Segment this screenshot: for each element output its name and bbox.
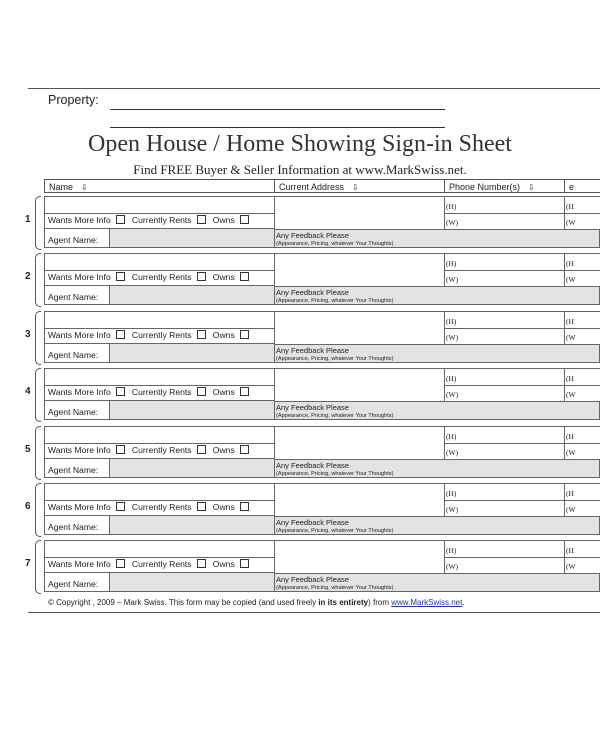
entry-number: 4 xyxy=(25,386,31,397)
header-email xyxy=(564,179,600,193)
feedback-label: Any Feedback Please xyxy=(276,231,349,240)
owns-checkbox[interactable] xyxy=(240,272,249,281)
home-phone-field[interactable] xyxy=(444,368,565,386)
header-name xyxy=(44,179,274,193)
currently-rents-checkbox[interactable] xyxy=(197,330,206,339)
address-field[interactable] xyxy=(274,253,445,287)
work-phone-label: (W) xyxy=(446,562,459,571)
currently-rents-label: Currently Rents xyxy=(131,559,192,569)
work-phone-field[interactable] xyxy=(444,443,565,460)
home-phone-label: (H) xyxy=(446,374,457,383)
home-phone-field[interactable] xyxy=(444,540,565,558)
email-work-field[interactable] xyxy=(564,213,600,230)
sort-arrow-icon: ⇩ xyxy=(352,183,359,192)
email-work-field[interactable] xyxy=(564,500,600,517)
header-address-label: Current Address xyxy=(279,182,345,192)
email-home-label: (H xyxy=(566,489,574,498)
feedback-label: Any Feedback Please xyxy=(276,346,349,355)
feedback-field[interactable] xyxy=(274,401,600,420)
email-work-label: (W xyxy=(566,275,576,284)
entry-number: 3 xyxy=(25,329,31,340)
signin-entry xyxy=(44,253,600,307)
agent-name-label: Agent Name: xyxy=(48,465,99,475)
feedback-hint: (Appearance, Pricing, whatever Your Thoughts) xyxy=(276,471,394,477)
work-phone-field[interactable] xyxy=(444,270,565,287)
page-title: Open House / Home Showing Sign-in Sheet xyxy=(88,131,512,157)
email-home-field[interactable] xyxy=(564,540,600,558)
email-home-label: (H xyxy=(566,259,574,268)
agent-name-field[interactable] xyxy=(109,515,275,535)
status-options xyxy=(44,270,275,286)
owns-checkbox[interactable] xyxy=(240,387,249,396)
feedback-hint: (Appearance, Pricing, whatever Your Thoughts) xyxy=(276,585,394,591)
email-home-field[interactable] xyxy=(564,368,600,386)
owns-label: Owns xyxy=(212,502,235,512)
currently-rents-label: Currently Rents xyxy=(131,215,192,225)
agent-name-label-cell xyxy=(44,285,110,305)
entry-number: 6 xyxy=(25,501,31,512)
agent-name-label-cell xyxy=(44,400,110,420)
feedback-field[interactable] xyxy=(274,573,600,592)
sort-arrow-icon: ⇩ xyxy=(81,183,88,192)
wants-more-info-checkbox[interactable] xyxy=(116,272,125,281)
email-work-label: (W xyxy=(566,562,576,571)
email-home-field[interactable] xyxy=(564,253,600,271)
agent-name-label-cell xyxy=(44,458,110,478)
home-phone-label: (H) xyxy=(446,546,457,555)
signin-entry xyxy=(44,483,600,537)
owns-checkbox[interactable] xyxy=(240,559,249,568)
home-phone-label: (H) xyxy=(446,432,457,441)
wants-more-info-checkbox[interactable] xyxy=(116,387,125,396)
address-field[interactable] xyxy=(274,483,445,517)
home-phone-label: (H) xyxy=(446,317,457,326)
agent-name-field[interactable] xyxy=(109,228,275,248)
home-phone-field[interactable] xyxy=(444,483,565,501)
copyright-link[interactable]: www.MarkSwiss.net xyxy=(391,598,463,607)
owns-label: Owns xyxy=(212,559,235,569)
email-work-field[interactable] xyxy=(564,328,600,345)
wants-more-info-checkbox[interactable] xyxy=(116,445,125,454)
wants-more-info-label: Wants More Info xyxy=(48,387,111,397)
entry-bracket xyxy=(35,196,41,250)
owns-label: Owns xyxy=(212,445,235,455)
feedback-label: Any Feedback Please xyxy=(276,575,349,584)
feedback-field[interactable] xyxy=(274,229,600,248)
work-phone-label: (W) xyxy=(446,218,459,227)
address-field[interactable] xyxy=(274,426,445,460)
email-home-field[interactable] xyxy=(564,426,600,444)
email-home-field[interactable] xyxy=(564,196,600,214)
name-field[interactable] xyxy=(44,483,275,501)
email-work-label: (W xyxy=(566,448,576,457)
feedback-hint: (Appearance, Pricing, whatever Your Thoughts) xyxy=(276,241,394,247)
email-home-label: (H xyxy=(566,546,574,555)
wants-more-info-label: Wants More Info xyxy=(48,502,111,512)
header-name-label: Name xyxy=(49,182,74,192)
agent-name-field[interactable] xyxy=(109,458,275,478)
signin-entry xyxy=(44,426,600,480)
header-address xyxy=(274,179,444,193)
sort-arrow-icon: ⇩ xyxy=(528,183,535,192)
wants-more-info-checkbox[interactable] xyxy=(116,215,125,224)
signin-entry xyxy=(44,540,600,594)
feedback-hint: (Appearance, Pricing, whatever Your Thoughts) xyxy=(276,413,394,419)
email-work-label: (W xyxy=(566,218,576,227)
home-phone-field[interactable] xyxy=(444,426,565,444)
work-phone-field[interactable] xyxy=(444,328,565,345)
email-home-label: (H xyxy=(566,374,574,383)
work-phone-field[interactable] xyxy=(444,385,565,402)
home-phone-label: (H) xyxy=(446,489,457,498)
wants-more-info-label: Wants More Info xyxy=(48,330,111,340)
work-phone-label: (W) xyxy=(446,505,459,514)
property-line-2[interactable] xyxy=(110,127,445,128)
work-phone-field[interactable] xyxy=(444,213,565,230)
copyright-text: © Copyright , 2009 – Mark Swiss. This form may be copied (and used freely xyxy=(48,598,319,607)
owns-label: Owns xyxy=(212,330,235,340)
email-work-label: (W xyxy=(566,333,576,342)
email-work-field[interactable] xyxy=(564,557,600,574)
agent-name-field[interactable] xyxy=(109,285,275,305)
feedback-field[interactable] xyxy=(274,516,600,535)
agent-name-label-cell xyxy=(44,343,110,363)
agent-name-label: Agent Name: xyxy=(48,579,99,589)
home-phone-field[interactable] xyxy=(444,253,565,271)
entry-bracket xyxy=(35,311,41,365)
feedback-field[interactable] xyxy=(274,286,600,305)
currently-rents-label: Currently Rents xyxy=(131,272,192,282)
header-phone xyxy=(444,179,564,193)
agent-name-label: Agent Name: xyxy=(48,522,99,532)
property-label: Property: xyxy=(48,93,99,107)
work-phone-field[interactable] xyxy=(444,557,565,574)
entry-number: 7 xyxy=(25,558,31,569)
feedback-label: Any Feedback Please xyxy=(276,461,349,470)
agent-name-field[interactable] xyxy=(109,572,275,592)
work-phone-label: (W) xyxy=(446,390,459,399)
email-home-label: (H xyxy=(566,317,574,326)
currently-rents-checkbox[interactable] xyxy=(197,559,206,568)
header-phone-label: Phone Number(s) xyxy=(449,182,521,192)
entry-number: 2 xyxy=(25,271,31,282)
name-field[interactable] xyxy=(44,368,275,386)
currently-rents-label: Currently Rents xyxy=(131,445,192,455)
address-field[interactable] xyxy=(274,368,445,402)
copyright-footer xyxy=(48,598,465,607)
currently-rents-checkbox[interactable] xyxy=(197,215,206,224)
address-field[interactable] xyxy=(274,540,445,574)
name-field[interactable] xyxy=(44,426,275,444)
agent-name-label-cell xyxy=(44,572,110,592)
wants-more-info-label: Wants More Info xyxy=(48,559,111,569)
page-subtitle: Find FREE Buyer & Seller Information at www.MarkSwiss.net. xyxy=(133,162,467,177)
home-phone-label: (H) xyxy=(446,259,457,268)
email-home-label: (H xyxy=(566,432,574,441)
top-rule xyxy=(28,88,600,89)
feedback-label: Any Feedback Please xyxy=(276,518,349,527)
copyright-end: . xyxy=(462,598,465,607)
feedback-label: Any Feedback Please xyxy=(276,288,349,297)
status-options xyxy=(44,500,275,516)
name-field[interactable] xyxy=(44,311,275,329)
name-field[interactable] xyxy=(44,540,275,558)
email-home-field[interactable] xyxy=(564,311,600,329)
owns-label: Owns xyxy=(212,215,235,225)
email-work-label: (W xyxy=(566,505,576,514)
signin-entry xyxy=(44,196,600,250)
home-phone-label: (H) xyxy=(446,202,457,211)
status-options xyxy=(44,213,275,229)
email-work-field[interactable] xyxy=(564,270,600,287)
address-field[interactable] xyxy=(274,311,445,345)
entry-number: 5 xyxy=(25,444,31,455)
address-field[interactable] xyxy=(274,196,445,230)
currently-rents-checkbox[interactable] xyxy=(197,387,206,396)
feedback-label: Any Feedback Please xyxy=(276,403,349,412)
status-options xyxy=(44,385,275,401)
bottom-rule xyxy=(28,612,600,613)
name-field[interactable] xyxy=(44,196,275,214)
status-options xyxy=(44,443,275,459)
header-email-label: e xyxy=(569,182,575,192)
copyright-bold: in its entirety xyxy=(318,598,369,607)
agent-name-field[interactable] xyxy=(109,343,275,363)
owns-label: Owns xyxy=(212,272,235,282)
currently-rents-label: Currently Rents xyxy=(131,502,192,512)
email-work-field[interactable] xyxy=(564,385,600,402)
wants-more-info-checkbox[interactable] xyxy=(116,559,125,568)
home-phone-field[interactable] xyxy=(444,311,565,329)
status-options xyxy=(44,328,275,344)
agent-name-label: Agent Name: xyxy=(48,292,99,302)
home-phone-field[interactable] xyxy=(444,196,565,214)
work-phone-field[interactable] xyxy=(444,500,565,517)
agent-name-label-cell xyxy=(44,515,110,535)
agent-name-label: Agent Name: xyxy=(48,350,99,360)
owns-checkbox[interactable] xyxy=(240,215,249,224)
feedback-field[interactable] xyxy=(274,459,600,478)
owns-label: Owns xyxy=(212,387,235,397)
owns-checkbox[interactable] xyxy=(240,330,249,339)
feedback-hint: (Appearance, Pricing, whatever Your Thoughts) xyxy=(276,298,394,304)
name-field[interactable] xyxy=(44,253,275,271)
wants-more-info-checkbox[interactable] xyxy=(116,502,125,511)
owns-checkbox[interactable] xyxy=(240,445,249,454)
entry-bracket xyxy=(35,253,41,307)
work-phone-label: (W) xyxy=(446,333,459,342)
wants-more-info-label: Wants More Info xyxy=(48,445,111,455)
entry-bracket xyxy=(35,426,41,480)
work-phone-label: (W) xyxy=(446,448,459,457)
entry-number: 1 xyxy=(25,214,31,225)
email-home-field[interactable] xyxy=(564,483,600,501)
email-work-label: (W xyxy=(566,390,576,399)
feedback-field[interactable] xyxy=(274,344,600,363)
currently-rents-checkbox[interactable] xyxy=(197,502,206,511)
agent-name-label-cell xyxy=(44,228,110,248)
currently-rents-checkbox[interactable] xyxy=(197,445,206,454)
currently-rents-checkbox[interactable] xyxy=(197,272,206,281)
entry-bracket xyxy=(35,483,41,537)
feedback-hint: (Appearance, Pricing, whatever Your Thoughts) xyxy=(276,528,394,534)
wants-more-info-label: Wants More Info xyxy=(48,272,111,282)
property-line-1[interactable] xyxy=(110,109,445,110)
agent-name-field[interactable] xyxy=(109,400,275,420)
entry-bracket xyxy=(35,540,41,594)
signin-entry xyxy=(44,368,600,422)
feedback-hint: (Appearance, Pricing, whatever Your Thoughts) xyxy=(276,356,394,362)
signin-entry xyxy=(44,311,600,365)
agent-name-label: Agent Name: xyxy=(48,235,99,245)
agent-name-label: Agent Name: xyxy=(48,407,99,417)
email-home-label: (H xyxy=(566,202,574,211)
status-options xyxy=(44,557,275,573)
owns-checkbox[interactable] xyxy=(240,502,249,511)
work-phone-label: (W) xyxy=(446,275,459,284)
wants-more-info-label: Wants More Info xyxy=(48,215,111,225)
wants-more-info-checkbox[interactable] xyxy=(116,330,125,339)
currently-rents-label: Currently Rents xyxy=(131,330,192,340)
entry-bracket xyxy=(35,368,41,422)
copyright-mid: ) from xyxy=(368,598,392,607)
currently-rents-label: Currently Rents xyxy=(131,387,192,397)
email-work-field[interactable] xyxy=(564,443,600,460)
